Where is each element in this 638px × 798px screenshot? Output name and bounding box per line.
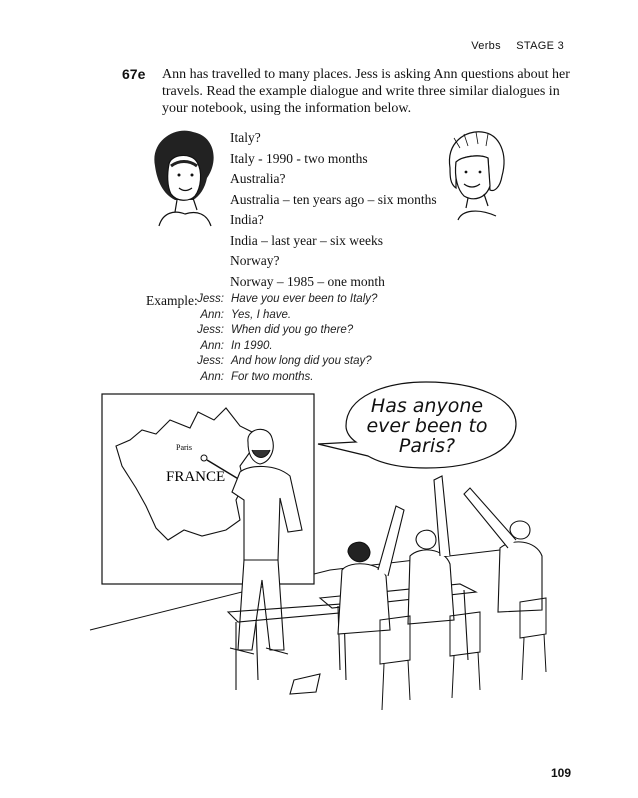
chairs [380,598,546,710]
bubble-line: ever been to [366,415,488,437]
paris-marker [201,455,207,461]
dialogue-lines [231,292,377,385]
page-header [471,40,564,52]
info-line: India? [230,212,264,227]
map-country-label: FRANCE [166,469,226,485]
map-city-label: Paris [176,443,192,452]
info-line: Norway – 1985 – one month [230,273,385,289]
bubble-line: Paris? [398,435,456,457]
dialogue-speaker: Ann: [200,339,224,352]
exercise-number: 67e [122,66,146,82]
header-section: Verbs [471,40,501,52]
info-line: Australia? [230,171,286,186]
students [290,476,542,694]
dialogue-line: Have you ever been to Italy? [231,293,378,305]
info-line: Norway? [230,253,280,268]
dialogue-line: In 1990. [231,339,273,352]
dialogue-line: When did you go there? [231,324,354,336]
dialogue-speaker: Ann: [200,308,224,321]
dialogue-speaker: Jess: [197,293,224,305]
dialogue-speaker: Jess: [197,324,224,336]
ann-portrait [438,128,508,220]
bubble-line: Has anyone [370,395,484,417]
dialogue-line: Yes, I have. [231,308,292,321]
speech-bubble-text [352,396,502,456]
dialogue-line: For two months. [231,370,314,383]
header-stage: STAGE 3 [516,40,564,52]
info-line: Australia – ten years ago – six months [230,191,437,207]
info-line: Italy - 1990 - two months [230,150,368,166]
example-label: Example: [146,293,198,308]
dialogue-speaker: Ann: [200,370,224,383]
jess-portrait [145,126,220,226]
info-line: Italy? [230,130,261,145]
page-number: 109 [551,766,572,780]
dialogue-speakers [186,292,224,385]
exercise-instruction: Ann has travelled to many places. Jess is asking Ann questions about her travels. Read the example dialogue and write three similar dialogues in your notebook, using the information below. [162,67,570,116]
dialogue-line: And how long did you stay? [231,355,372,367]
info-line: India – last year – six weeks [230,232,383,248]
dialogue-speaker: Jess: [197,355,224,367]
info-list [230,128,437,292]
